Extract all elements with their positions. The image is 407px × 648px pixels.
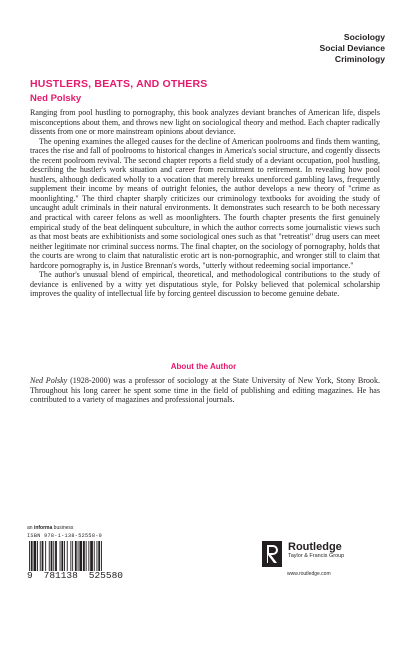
book-title: HUSTLERS, BEATS, AND OTHERS	[30, 78, 208, 90]
routledge-r-icon	[262, 541, 282, 567]
barcode-bar	[88, 541, 89, 571]
barcode-bar	[29, 541, 30, 571]
description-paragraph: Ranging from pool hustling to pornography, this book analyzes deviant branches of American life, dispels misconceptions about them, and throws new light on sociological theory and method. Each chapter radically dissents from one or more mainstream opinions about deviance.	[30, 108, 380, 137]
barcode-bar	[53, 541, 54, 571]
barcode-bar	[97, 541, 98, 571]
barcode-bar	[75, 541, 77, 571]
informa-business-label: an informa business	[27, 525, 74, 531]
barcode-bar	[90, 541, 93, 571]
barcode-bar	[83, 541, 85, 571]
barcode-bar	[86, 541, 87, 571]
author-bio: (1928-2000) was a professor of sociology at the State University of New York, Stony Brook. Throughout his long career he spent some time in the field of publishing and editing magazines. He has contributed to a variety of magazines and professional journals.	[30, 376, 380, 405]
barcode-bar	[40, 541, 41, 571]
about-author-heading: About the Author	[170, 362, 237, 371]
barcode-icon	[27, 541, 123, 571]
barcode-bar	[55, 541, 57, 571]
barcode-bar	[72, 541, 73, 571]
publisher-name: Routledge	[288, 541, 342, 553]
barcode-bar	[67, 541, 68, 571]
category-label: Criminology	[334, 54, 385, 64]
barcode-bar	[79, 541, 82, 571]
barcode-bar	[64, 541, 65, 571]
informa-brand: informa	[33, 525, 53, 531]
barcode-bar	[34, 541, 37, 571]
barcode-bar	[49, 541, 50, 571]
publisher-logo	[262, 541, 344, 567]
subject-categories	[320, 32, 385, 65]
barcode-bar	[60, 541, 61, 571]
isbn-number: ISBN 978-1-138-52558-0	[27, 533, 103, 539]
barcode-bar	[31, 541, 33, 571]
publisher-website: www.routledge.com	[287, 571, 331, 577]
category-label: Social Deviance	[319, 43, 385, 53]
barcode-digits	[27, 570, 123, 581]
barcode-bar	[94, 541, 95, 571]
barcode-bar	[98, 541, 100, 571]
description-paragraph: The author's unusual blend of empirical, theoretical, and methodological contributions to the study of deviance is enlivened by a witty yet disputatious style, for Polsky believed that polemical scholarship improves the quality of intellectual life by forcing genteel discussion to become genuine debate.	[30, 270, 380, 299]
barcode-bar	[61, 541, 63, 571]
isbn-barcode-block	[27, 533, 123, 581]
barcode-digit-group: 525580	[88, 570, 123, 581]
author-name: Ned Polsky	[30, 376, 68, 385]
book-description	[30, 108, 380, 299]
barcode-bar	[37, 541, 38, 571]
description-paragraph: The opening examines the alleged causes for the decline of American poolrooms and finds them wanting, traces the rise and fall of poolrooms to historical changes in America's social structure, and cogently dissects the recent poolroom revival. The second chapter reports a field study of a deviant occupation, pool hustling, describing the hustler's work situation and career from recruitment to retirement. In revealing how pool hustlers, although dedicated wholly to a vocation that merely breaks unenforced gambling laws, frequently supplement their income by means of outright felonies, the author develops a new theory of "crime as moonlighting." The third chapter sharply criticizes our criminology textbooks for avoiding the study of uncaught adult criminals in their natural environments. It demonstrates such research to be both necessary and practical with career felons as well as moonlighters. The fourth chapter presents the first genuinely empirical study of the beat delinquent subculture, in which the author corrects some journalistic views such as that most beats are exhibitionists and some sociological ones such as that "retreatist" drug users can meet neither legitimate nor criminal success norms. The final chapter, on the sociology of pornography, holds that the courts are wrong to claim that naturalistic erotic art is non-pornographic, and wronger still to claim that hardcore pornography is, in Justice Brennan's words, "utterly without redeeming social importance."	[30, 136, 380, 270]
publisher-group: Taylor & Francis Group	[288, 553, 345, 559]
barcode-bar	[51, 541, 53, 571]
barcode-bar	[101, 541, 102, 571]
about-author-text	[30, 376, 380, 405]
barcode-bar	[45, 541, 46, 571]
barcode-digit-group: 781138	[43, 570, 78, 581]
book-author: Ned Polsky	[30, 93, 82, 104]
barcode-bar	[78, 541, 79, 571]
barcode-bar	[42, 541, 44, 571]
barcode-bar	[70, 541, 71, 571]
barcode-digit-group: 9	[27, 570, 33, 581]
category-label: Sociology	[343, 32, 385, 42]
